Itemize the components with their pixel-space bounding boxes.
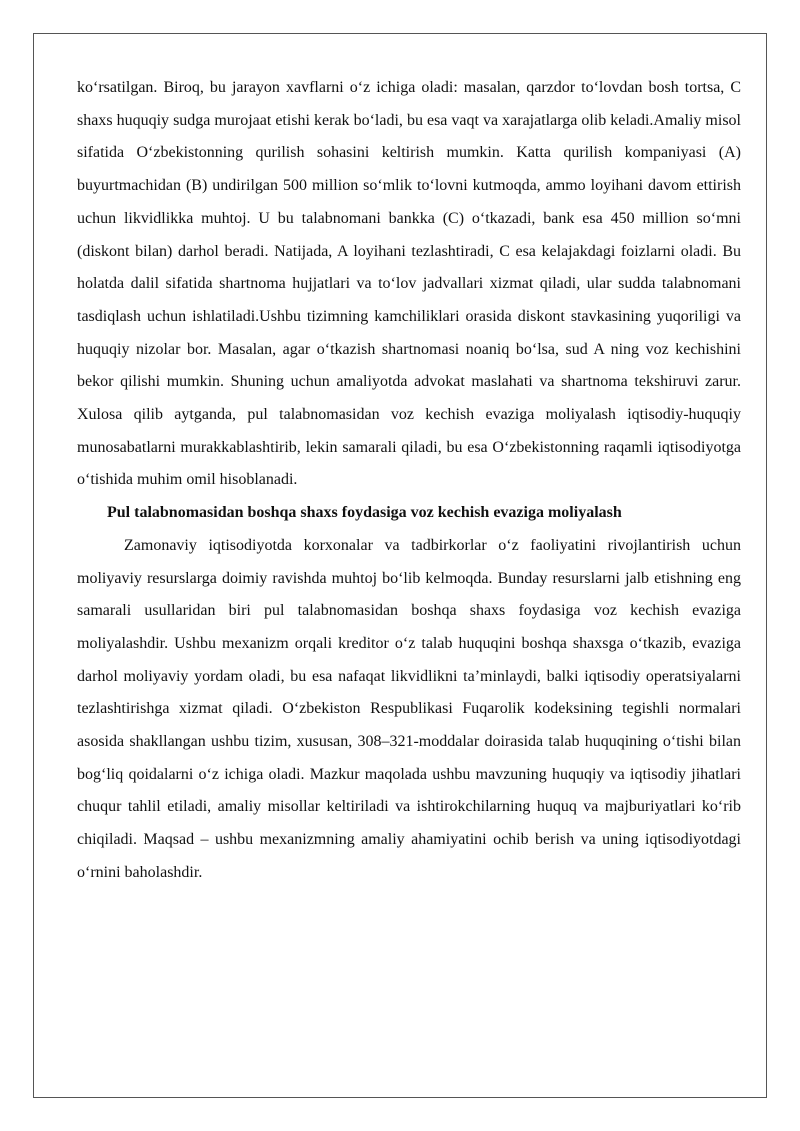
document-body xyxy=(77,72,741,890)
body-paragraph: ko‘rsatilgan. Biroq, bu jarayon xavflarni o‘z ichiga oladi: masalan, qarzdor to‘lovdan bosh tortsa, C shaxs huquqiy sudga murojaat etishi kerak bo‘ladi, bu esa vaqt va xarajatlarga olib keladi.Amaliy misol sifatida O‘zbekistonning qurilish sohasini keltirish mumkin. Katta qurilish kompaniyasi (A) buyurtmachidan (B) undirilgan 500 million so‘mlik to‘lovni kutmoqda, ammo loyihani davom ettirish uchun likvidlikka muhtoj. U bu talabnomani bankka (C) o‘tkazadi, bank esa 450 million so‘mni (diskont bilan) darhol beradi. Natijada, A loyihani tezlashtiradi, C esa kelajakdagi foizlarni oladi. Bu holatda dalil sifatida shartnoma hujjatlari va to‘lov jadvallari xizmat qiladi, ular sudda talabnomani tasdiqlash uchun ishlatiladi.Ushbu tizimning kamchiliklari orasida diskont stavkasining yuqoriligi va huquqiy nizolar bor. Masalan, agar o‘tkazish shartnomasi noaniq bo‘lsa, sud A ning voz kechishini bekor qilishi mumkin. Shuning uchun amaliyotda advokat maslahati va shartnoma tekshiruvi zarur. Xulosa qilib aytganda, pul talabnomasidan voz kechish evaziga moliyalash iqtisodiy-huquqiy munosabatlarni murakkablashtirib, lekin samarali qiladi, bu esa O‘zbekistonning raqamli iqtisodiyotga o‘tishida muhim omil hisoblanadi. xyxy=(77,79,741,489)
body-paragraph: Zamonaviy iqtisodiyotda korxonalar va tadbirkorlar o‘z faoliyatini rivojlantirish uchun moliyaviy resurslarga doimiy ravishda muhtoj bo‘lib kelmoqda. Bunday resurslarni jalb etishning eng samarali usullaridan biri pul talabnomasidan boshqa shaxs foydasiga voz kechish evaziga moliyalashdir. Ushbu mexanizm orqali kreditor o‘z talab huquqini boshqa shaxsga o‘tkazib, evaziga darhol moliyaviy yordam oladi, bu esa nafaqat likvidlikni ta’minlaydi, balki iqtisodiy operatsiyalarni tezlashtirishga xizmat qiladi. O‘zbekiston Respublikasi Fuqarolik kodeksining tegishli normalari asosida shakllangan ushbu tizim, xususan, 308–321-moddalar doirasida talab huquqining o‘tishi bilan bog‘liq qoidalarni o‘z ichiga oladi. Mazkur maqolada ushbu mavzuning huquqiy va iqtisodiy jihatlari chuqur tahlil etiladi, amaliy misollar keltiriladi va ishtirokchilarning huquq va majburiyatlari ko‘rib chiqiladi. Maqsad – ushbu mexanizmning amaliy ahamiyatini ochib berish va uning iqtisodiyotdagi o‘rnini baholashdir. xyxy=(77,536,741,881)
section-heading: Pul talabnomasidan boshqa shaxs foydasiga voz kechish evaziga moliyalash xyxy=(107,504,622,522)
